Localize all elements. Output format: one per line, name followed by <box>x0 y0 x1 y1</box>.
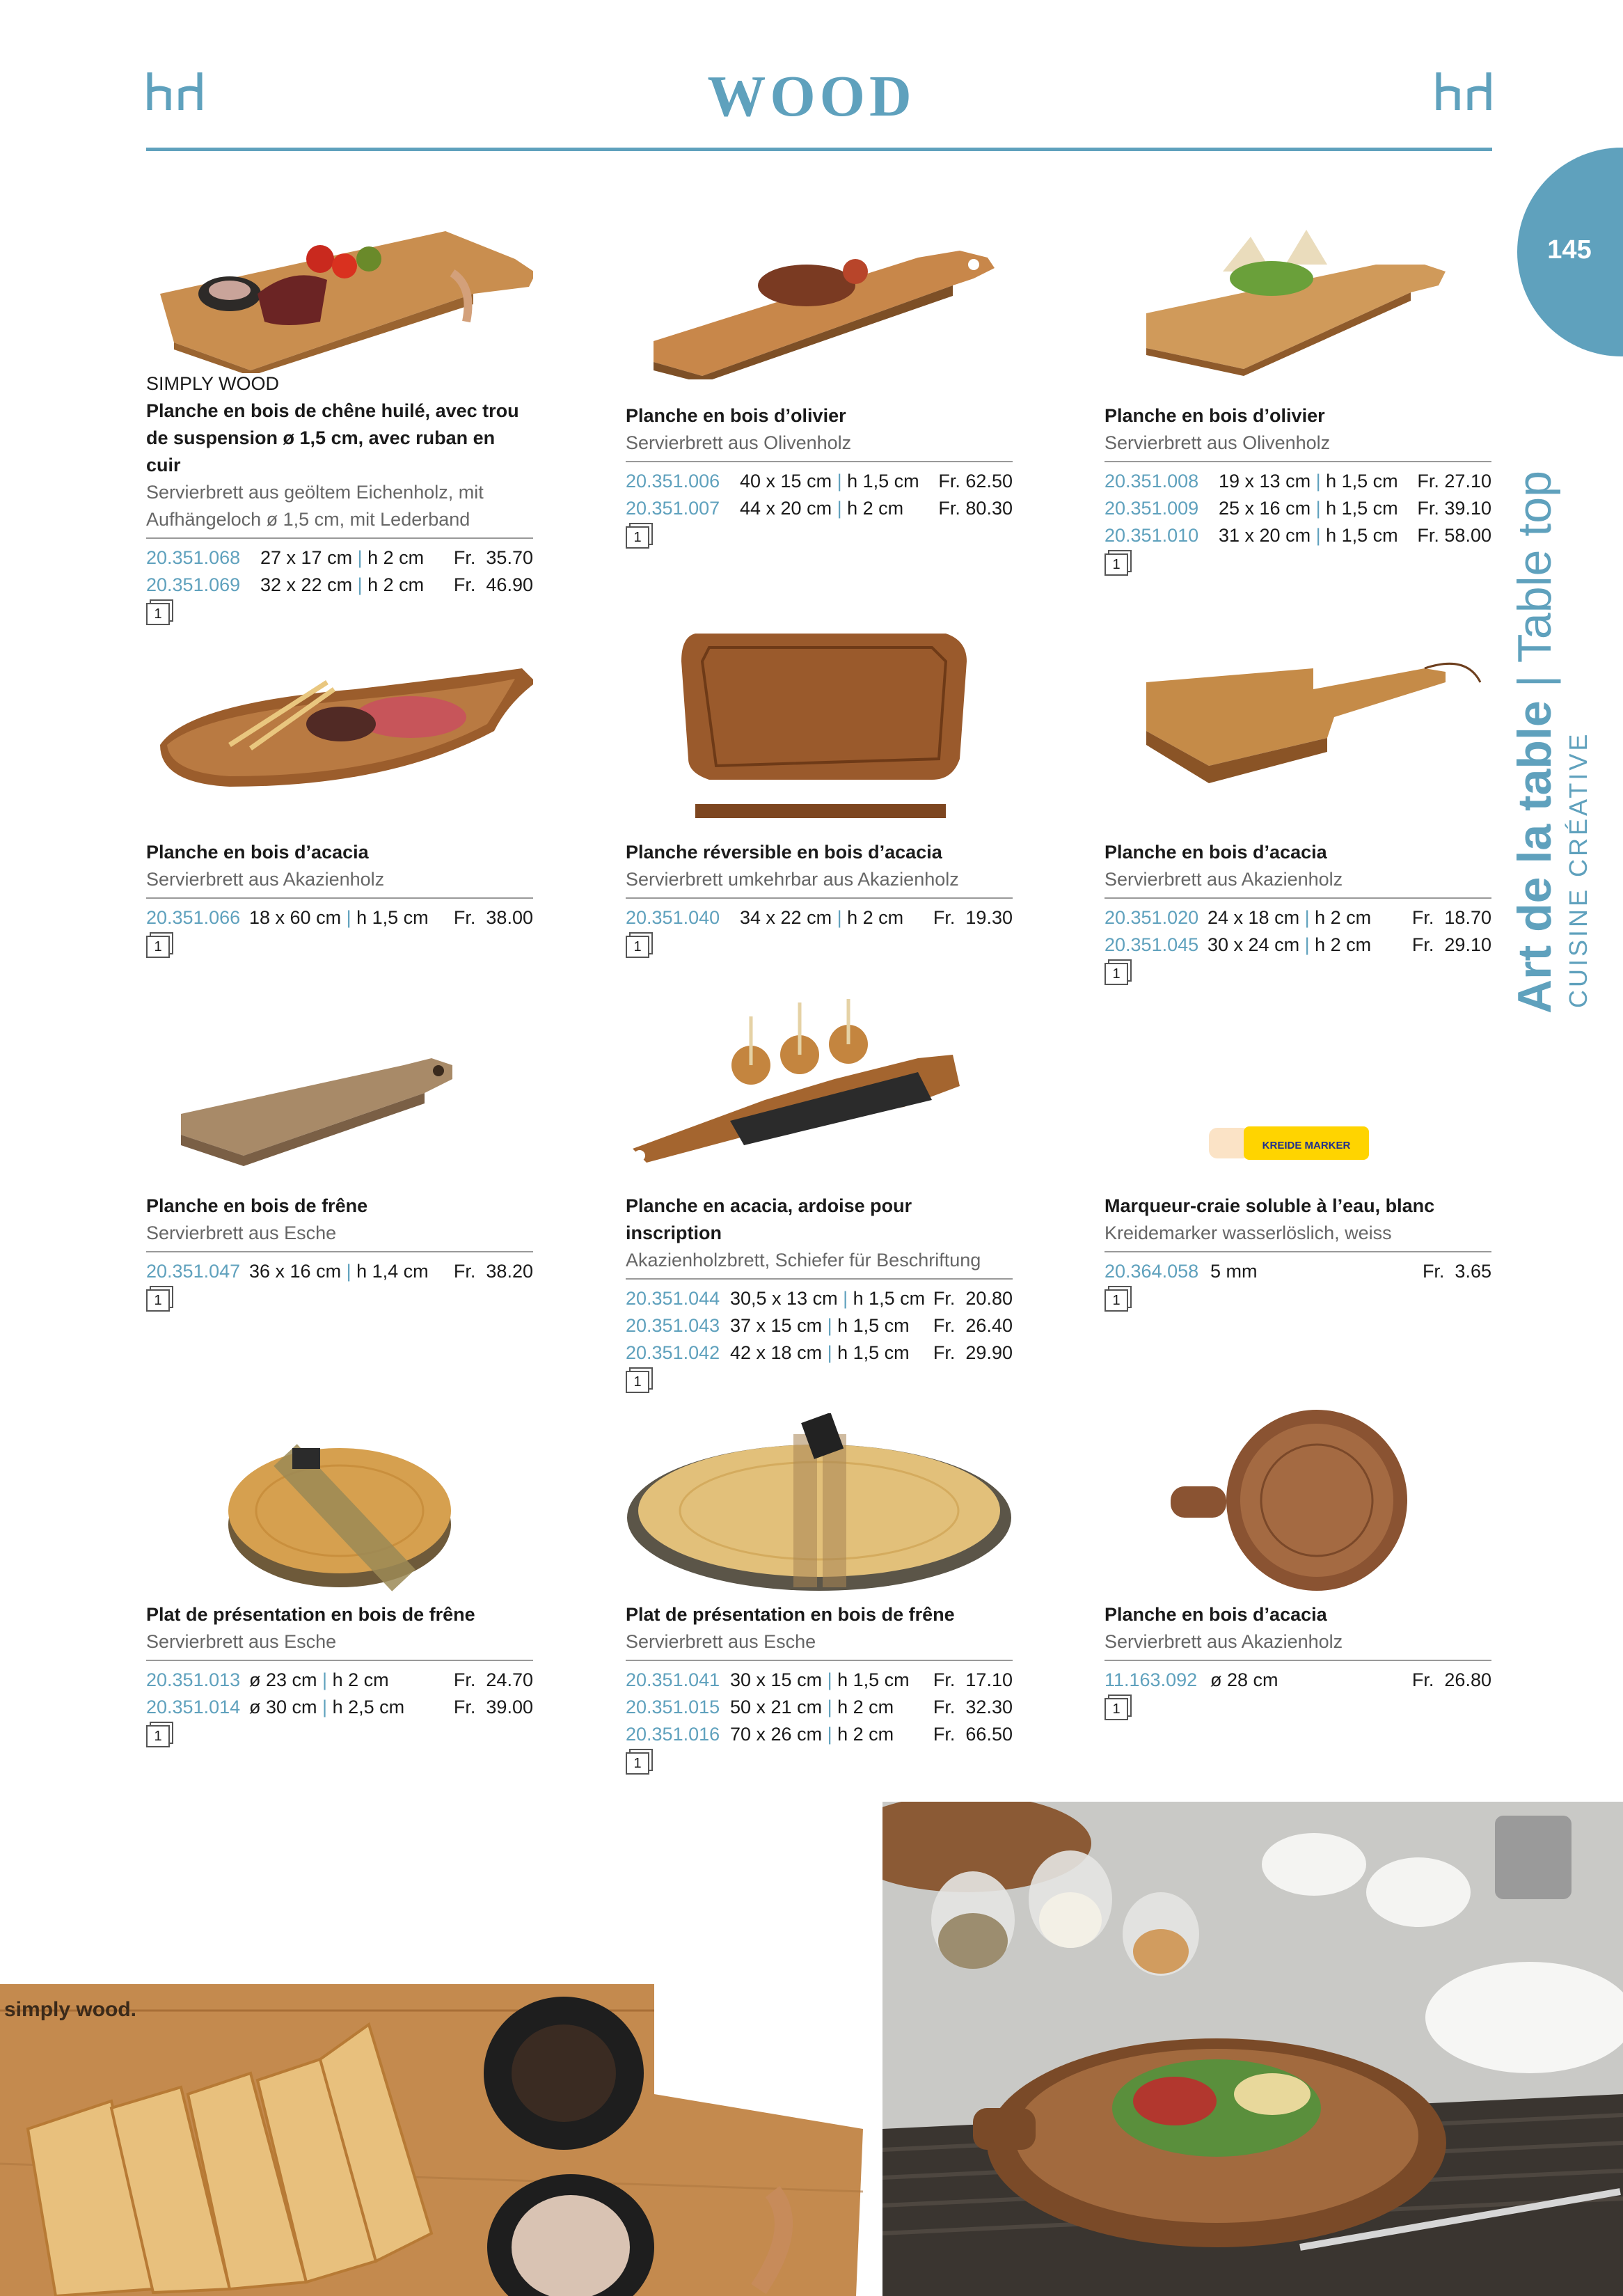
product-image <box>146 627 533 804</box>
pack-unit-box-icon: 1 <box>146 1289 170 1312</box>
product-title-de: Akazienholzbrett, Schiefer für Beschriftung <box>626 1250 981 1271</box>
product-separator <box>146 897 533 899</box>
height: h 2 cm <box>847 498 904 519</box>
dimensions <box>1219 495 1398 522</box>
article-number: 20.351.006 <box>626 471 720 492</box>
height: h 2 cm <box>837 1697 894 1717</box>
product-title-fr: Planche en bois d’acacia <box>1105 842 1327 863</box>
product-separator <box>626 897 1013 899</box>
product-separator <box>146 537 533 539</box>
size: ø 23 cm <box>249 1669 317 1690</box>
article-number: 20.351.008 <box>1105 471 1199 492</box>
section-title: Art de la table <box>1508 700 1561 1014</box>
dimension-divider: | <box>822 1342 838 1363</box>
product-variant-row <box>1105 904 1491 931</box>
dimension-divider: | <box>832 907 848 928</box>
height: h 2 cm <box>1315 907 1372 928</box>
dimension-divider: | <box>822 1697 838 1717</box>
dimension-divider: | <box>837 1288 853 1309</box>
height: h 2,5 cm <box>332 1697 405 1717</box>
product-image <box>1105 209 1491 379</box>
dimensions <box>740 468 919 495</box>
height: h 1,4 cm <box>356 1261 429 1282</box>
size: 70 x 26 cm <box>730 1724 823 1745</box>
dimensions <box>1219 468 1398 495</box>
height: h 1,5 cm <box>1326 498 1398 519</box>
dimension-divider: | <box>317 1669 333 1690</box>
dimension-divider: | <box>341 1261 357 1282</box>
height: h 1,5 cm <box>1326 471 1398 492</box>
product-title-fr: Marqueur-craie soluble à l’eau, blanc <box>1105 1195 1435 1216</box>
size: 5 mm <box>1210 1261 1258 1282</box>
height: h 1,5 cm <box>853 1288 926 1309</box>
height: h 1,5 cm <box>837 1342 910 1363</box>
size: 32 x 22 cm <box>260 574 353 595</box>
board-logo-text: simply wood. <box>4 1998 137 2021</box>
product-title-de: Kreidemarker wasserlöslich, weiss <box>1105 1222 1392 1243</box>
product-title-de: Servierbrett aus Esche <box>146 1222 337 1243</box>
article-number: 20.351.045 <box>1105 934 1199 955</box>
bread-board-photo <box>0 1802 878 2296</box>
article-number: 20.351.066 <box>146 907 241 928</box>
product-title-de: Servierbrett aus Akazienholz <box>1105 1631 1343 1652</box>
size: 24 x 18 cm <box>1208 907 1300 928</box>
product-variant-row <box>1105 522 1491 549</box>
product-title-fr: Planche en acacia, ardoise pour inscription <box>626 1195 912 1243</box>
product-variant-row <box>1105 468 1491 495</box>
price: Fr. 29.10 <box>1411 934 1491 955</box>
article-number: 20.351.044 <box>626 1288 720 1309</box>
dimensions <box>1210 1667 1278 1694</box>
height: h 2 cm <box>367 547 425 568</box>
size: 30 x 15 cm <box>730 1669 823 1690</box>
dimension-divider: | <box>822 1315 838 1336</box>
size: 50 x 21 cm <box>730 1697 823 1717</box>
article-number: 20.351.043 <box>626 1315 720 1336</box>
height: h 1,5 cm <box>356 907 429 928</box>
product-variant-row <box>146 904 533 931</box>
price: Fr. 38.00 <box>453 907 533 928</box>
dimensions <box>1208 931 1371 959</box>
product-title-de: Servierbrett aus Olivenholz <box>1105 432 1331 453</box>
height: h 2 cm <box>847 907 904 928</box>
article-number: 20.351.007 <box>626 498 720 519</box>
price: Fr. 27.10 <box>1417 471 1491 492</box>
dimensions <box>730 1312 910 1339</box>
dimensions <box>249 904 429 931</box>
acacia-plate-photo <box>882 1802 1623 2296</box>
article-number: 20.351.014 <box>146 1697 241 1717</box>
price: Fr. 26.80 <box>1411 1669 1491 1690</box>
section-divider: | <box>1508 675 1561 688</box>
product-title-de: Servierbrett umkehrbar aus Akazienholz <box>626 869 959 890</box>
product-separator <box>146 1660 533 1661</box>
header-rule <box>146 148 1492 151</box>
product-variant-row <box>146 572 533 599</box>
pack-unit-box-icon: 1 <box>1105 963 1128 985</box>
pack-unit-box-icon: 1 <box>1105 1698 1128 1720</box>
product-title-fr: Planche en bois d’olivier <box>1105 405 1325 426</box>
size: ø 28 cm <box>1210 1669 1278 1690</box>
product-separator <box>1105 1251 1491 1252</box>
size: 27 x 17 cm <box>260 547 353 568</box>
page-title: WOOD <box>707 64 916 129</box>
size: 25 x 16 cm <box>1219 498 1311 519</box>
product-title-de: Servierbrett aus geöltem Eichenholz, mit Aufhängeloch ø 1,5 cm, mit Lederband <box>146 482 484 530</box>
product-variant-row <box>1105 931 1491 959</box>
product-variant-row <box>146 1258 533 1285</box>
product-title-fr: Planche en bois d’acacia <box>1105 1604 1327 1625</box>
size: 44 x 20 cm <box>740 498 832 519</box>
height: h 2 cm <box>332 1669 389 1690</box>
product-title-fr: Planche en bois d’olivier <box>626 405 846 426</box>
article-number: 20.351.009 <box>1105 498 1199 519</box>
price: Fr. 26.40 <box>933 1315 1013 1336</box>
product-variant-row <box>146 1694 533 1721</box>
price: Fr. 39.00 <box>453 1697 533 1717</box>
section-category: CUISINE CRÉATIVE <box>1564 731 1592 1008</box>
size: 36 x 16 cm <box>249 1261 342 1282</box>
size: 37 x 15 cm <box>730 1315 823 1336</box>
size: 31 x 20 cm <box>1219 525 1311 546</box>
product-variant-row <box>626 468 1013 495</box>
product-variant-row <box>1105 1667 1491 1694</box>
product-title-de: Servierbrett aus Olivenholz <box>626 432 852 453</box>
price: Fr. 38.20 <box>453 1261 533 1282</box>
article-number: 20.351.015 <box>626 1697 720 1717</box>
product-image <box>146 189 533 373</box>
product-variant-row <box>626 904 1013 931</box>
section-sidebar <box>1507 387 1597 1014</box>
height: h 2 cm <box>837 1724 894 1745</box>
dimensions <box>730 1339 910 1367</box>
dimension-divider: | <box>1311 471 1327 492</box>
product-variant-row <box>626 1721 1013 1748</box>
height: h 2 cm <box>1315 934 1372 955</box>
height: h 1,5 cm <box>847 471 919 492</box>
product-variant-row <box>146 1667 533 1694</box>
dimension-divider: | <box>352 547 368 568</box>
article-number: 20.351.069 <box>146 574 241 595</box>
dimensions <box>730 1694 894 1721</box>
dimensions <box>740 904 903 931</box>
product-title-de: Servierbrett aus Esche <box>146 1631 337 1652</box>
product-separator <box>1105 461 1491 462</box>
size: 18 x 60 cm <box>249 907 342 928</box>
article-number: 11.163.092 <box>1105 1669 1198 1690</box>
marker-label: KREIDE MARKER <box>1262 1140 1351 1151</box>
product-brand: SIMPLY WOOD <box>146 373 280 394</box>
dimension-divider: | <box>832 471 848 492</box>
price: Fr. 35.70 <box>453 547 533 568</box>
product-separator <box>626 1660 1013 1661</box>
height: h 2 cm <box>367 574 425 595</box>
product-image <box>626 209 1013 379</box>
price: Fr. 3.65 <box>1422 1261 1491 1282</box>
price: Fr. 17.10 <box>933 1669 1013 1690</box>
pack-unit-box-icon: 1 <box>1105 553 1128 576</box>
dimension-divider: | <box>1299 934 1315 955</box>
pack-unit-box-icon: 1 <box>146 936 170 958</box>
product-separator <box>1105 1660 1491 1661</box>
product-image <box>626 989 1013 1184</box>
price: Fr. 32.30 <box>933 1697 1013 1717</box>
hd-logo-right-icon <box>1435 71 1492 111</box>
pack-unit-box-icon: 1 <box>146 1725 170 1747</box>
article-number: 20.351.010 <box>1105 525 1199 546</box>
price: Fr. 20.80 <box>933 1288 1013 1309</box>
dimension-divider: | <box>1311 498 1327 519</box>
size: 30 x 24 cm <box>1208 934 1300 955</box>
dimension-divider: | <box>822 1669 838 1690</box>
article-number: 20.351.042 <box>626 1342 720 1363</box>
dimensions <box>249 1694 404 1721</box>
dimensions <box>260 572 424 599</box>
product-title-fr: Planche en bois de chêne huilé, avec trou de suspension ø 1,5 cm, avec ruban en cuir <box>146 400 519 475</box>
product-title-de: Servierbrett aus Akazienholz <box>1105 869 1343 890</box>
product-image <box>1105 1406 1491 1601</box>
dimension-divider: | <box>341 907 357 928</box>
dimension-divider: | <box>352 574 368 595</box>
size: 30,5 x 13 cm <box>730 1288 838 1309</box>
dimensions <box>260 544 424 572</box>
product-title-fr: Planche en bois d’acacia <box>146 842 369 863</box>
price: Fr. 19.30 <box>933 907 1013 928</box>
article-number: 20.351.041 <box>626 1669 720 1690</box>
product-image <box>1105 1072 1491 1211</box>
product-separator <box>626 1278 1013 1280</box>
size: 42 x 18 cm <box>730 1342 823 1363</box>
pack-unit-box-icon: 1 <box>1105 1289 1128 1312</box>
height: h 1,5 cm <box>837 1669 910 1690</box>
price: Fr. 62.50 <box>938 471 1013 492</box>
product-separator <box>626 461 1013 462</box>
dimension-divider: | <box>822 1724 838 1745</box>
pack-unit-box-icon: 1 <box>626 1752 649 1775</box>
height: h 1,5 cm <box>1326 525 1398 546</box>
height: h 1,5 cm <box>837 1315 910 1336</box>
product-variant-row <box>146 544 533 572</box>
product-variant-row <box>626 1339 1013 1367</box>
price: Fr. 80.30 <box>938 498 1013 519</box>
pack-unit-box-icon: 1 <box>626 526 649 549</box>
dimension-divider: | <box>1299 907 1315 928</box>
product-variant-row <box>626 1667 1013 1694</box>
section-subtitle: Table top <box>1508 471 1561 663</box>
pack-unit-box-icon: 1 <box>146 603 170 625</box>
dimensions <box>249 1258 429 1285</box>
product-variant-row <box>626 1285 1013 1312</box>
price: Fr. 46.90 <box>453 574 533 595</box>
dimensions <box>730 1667 910 1694</box>
product-separator <box>146 1251 533 1252</box>
dimension-divider: | <box>1311 525 1327 546</box>
product-variant-row <box>626 495 1013 522</box>
product-variant-row <box>1105 1258 1491 1285</box>
dimension-divider: | <box>317 1697 333 1717</box>
product-image <box>626 620 1013 828</box>
size: 34 x 22 cm <box>740 907 832 928</box>
price: Fr. 39.10 <box>1417 498 1491 519</box>
dimensions <box>1210 1258 1258 1285</box>
product-image <box>626 1413 1013 1601</box>
product-title-fr: Planche réversible en bois d’acacia <box>626 842 942 863</box>
product-variant-row <box>1105 495 1491 522</box>
dimensions <box>249 1667 389 1694</box>
product-image <box>146 1413 533 1601</box>
size: ø 30 cm <box>249 1697 317 1717</box>
product-variant-row <box>626 1312 1013 1339</box>
dimensions <box>740 495 903 522</box>
price: Fr. 18.70 <box>1411 907 1491 928</box>
product-title-de: Servierbrett aus Esche <box>626 1631 816 1652</box>
product-variant-row <box>626 1694 1013 1721</box>
price: Fr. 58.00 <box>1417 525 1491 546</box>
price: Fr. 66.50 <box>933 1724 1013 1745</box>
article-number: 20.351.068 <box>146 547 241 568</box>
product-title-fr: Plat de présentation en bois de frêne <box>626 1604 955 1625</box>
product-title-de: Servierbrett aus Akazienholz <box>146 869 385 890</box>
article-number: 20.351.013 <box>146 1669 241 1690</box>
dimensions <box>1219 522 1398 549</box>
pack-unit-box-icon: 1 <box>626 936 649 958</box>
price: Fr. 24.70 <box>453 1669 533 1690</box>
article-number: 20.351.040 <box>626 907 720 928</box>
product-title-fr: Planche en bois de frêne <box>146 1195 368 1216</box>
size: 40 x 15 cm <box>740 471 832 492</box>
pack-unit-box-icon: 1 <box>626 1371 649 1393</box>
article-number: 20.364.058 <box>1105 1261 1199 1282</box>
article-number: 20.351.020 <box>1105 907 1199 928</box>
price: Fr. 29.90 <box>933 1342 1013 1363</box>
article-number: 20.351.047 <box>146 1261 241 1282</box>
article-number: 20.351.016 <box>626 1724 720 1745</box>
size: 19 x 13 cm <box>1219 471 1311 492</box>
dimensions <box>730 1721 894 1748</box>
dimensions <box>1208 904 1371 931</box>
dimension-divider: | <box>832 498 848 519</box>
product-separator <box>1105 897 1491 899</box>
dimensions <box>730 1285 925 1312</box>
page-number: 145 <box>1547 235 1592 265</box>
product-image <box>146 1016 533 1184</box>
product-image <box>1105 627 1491 804</box>
product-title-fr: Plat de présentation en bois de frêne <box>146 1604 475 1625</box>
